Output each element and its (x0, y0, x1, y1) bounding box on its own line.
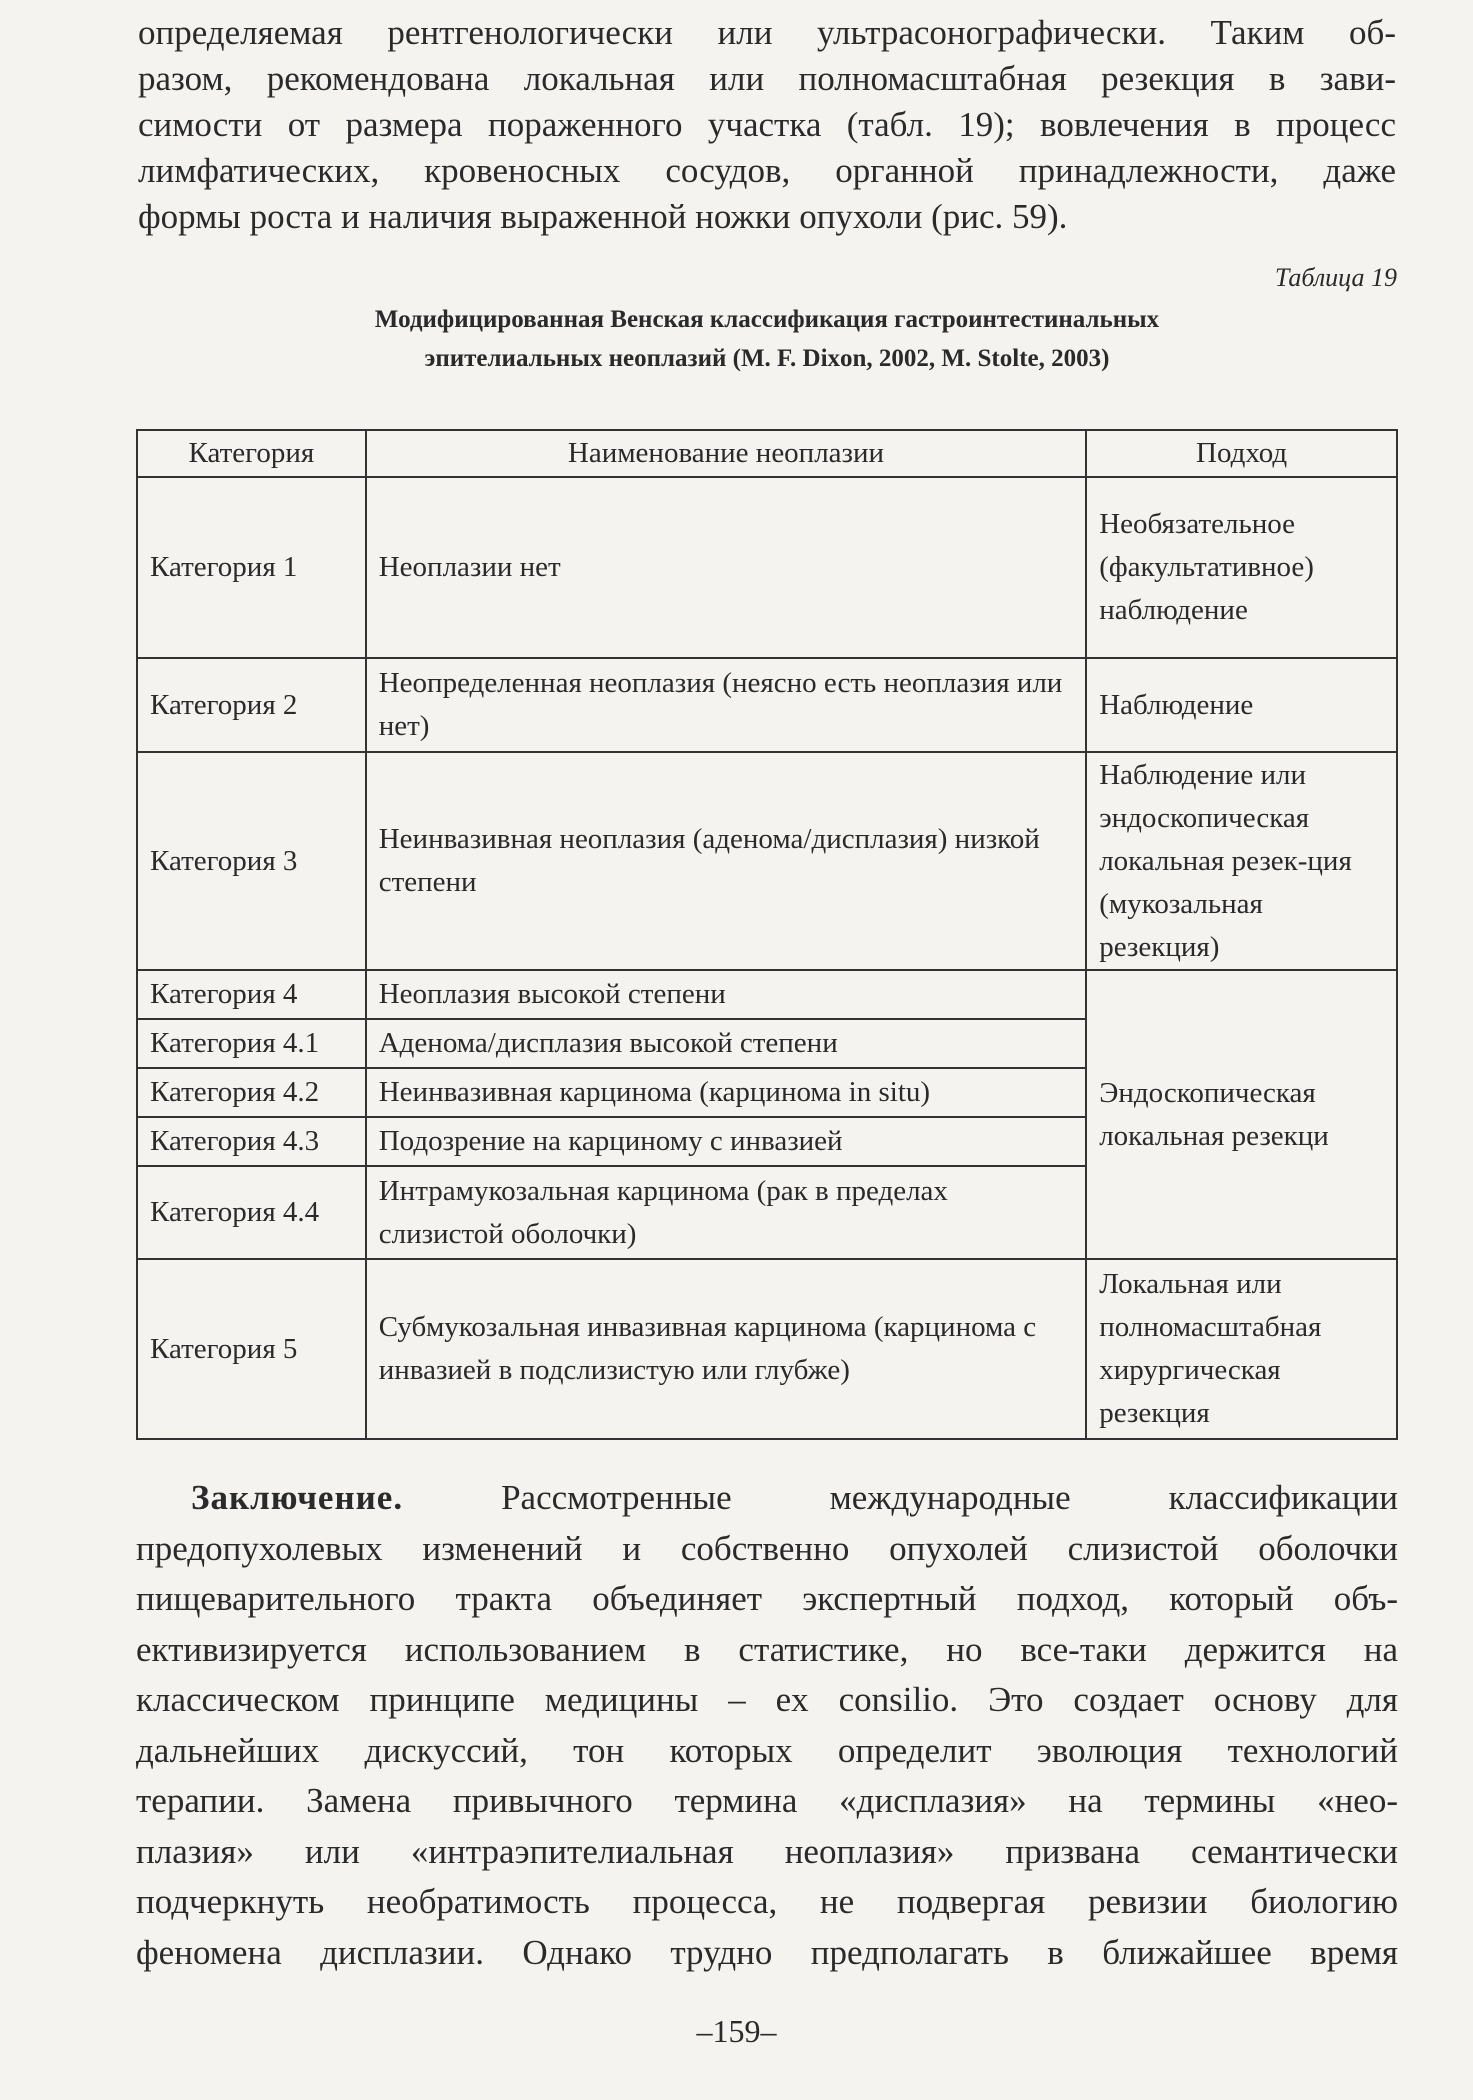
approach-cell: Наблюдение (1086, 658, 1397, 752)
approach-cell: Необязательное (факультативное) наблюдение (1086, 477, 1397, 658)
neoplasia-name-cell: Интрамукозальная карцинома (рак в пределах слизистой оболочки) (366, 1166, 1086, 1259)
category-cell: Категория 5 (137, 1259, 366, 1439)
conclusion-line: плазия» или «интраэпителиальная неоплазия» призвана семантически (136, 1831, 1398, 1871)
table-caption (138, 300, 1396, 378)
conclusion-line: пищеварительного тракта объединяет экспертный подход, который объ- (136, 1579, 1398, 1618)
approach-cell-category-4: Эндоскопическая локальная резекци (1086, 970, 1397, 1259)
intro-line: лимфатических, кровеносных сосудов, органной принадлежности, даже (138, 151, 1396, 190)
conclusion-first-line (136, 1473, 1398, 1524)
intro-line: разом, рекомендована локальная или полномасштабная резекция в зави- (138, 59, 1396, 98)
table-header-row (137, 430, 1397, 477)
conclusion-line: феномена дисплазии. Однако трудно предполагать в ближайшее время (136, 1932, 1398, 1972)
neoplasia-name-cell: Субмукозальная инвазивная карцинома (карцинома с инвазией в подслизистую или глубже) (366, 1259, 1086, 1439)
category-cell: Категория 3 (137, 752, 366, 970)
intro-line: формы роста и наличия выраженной ножки опухоли (рис. 59). (138, 197, 1068, 236)
conclusion-line: ективизируется использованием в статистике, но все-таки держится на (136, 1629, 1398, 1669)
approach-cell: Локальная или полномасштабная хирургическая резекция (1086, 1259, 1397, 1439)
table-row (137, 1259, 1397, 1439)
intro-line: определяемая рентгенологически или ультрасонографически. Таким об- (138, 13, 1396, 52)
neoplasia-name-cell: Неинвазивная неоплазия (аденома/дисплазия) низкой степени (366, 752, 1086, 970)
conclusion-line: классическом принципе медицины – ex consilio. Это создает основу для (136, 1680, 1398, 1719)
conclusion-line: подчеркнуть необратимость процесса, не подвергая ревизии биологию (136, 1882, 1398, 1921)
neoplasia-name-cell: Неоплазии нет (366, 477, 1086, 658)
header-category: Категория (137, 430, 366, 477)
page-number: –159– (696, 2013, 777, 2049)
intro-paragraph (138, 10, 1396, 240)
conclusion-line: предопухолевых изменений и собственно опухолей слизистой оболочки (136, 1528, 1398, 1568)
header-neoplasia-name: Наименование неоплазии (366, 430, 1086, 477)
table-caption-line: Модифицированная Венская классификация гастроинтестинальных (374, 306, 1160, 333)
table-row (137, 477, 1397, 658)
conclusion-lead: Заключение. (191, 1478, 404, 1517)
table-row (137, 970, 1397, 1019)
conclusion-line: терапии. Замена привычного термина «дисплазия» на термины «нео- (136, 1781, 1398, 1820)
table-row (137, 658, 1397, 752)
neoplasia-name-cell: Неоплазия высокой степени (366, 970, 1086, 1019)
conclusion-line: дальнейших дискуссий, тон которых определит эволюция технологий (136, 1730, 1398, 1770)
category-cell: Категория 4 (137, 970, 366, 1019)
vienna-classification-table (136, 429, 1398, 1440)
category-cell: Категория 1 (137, 477, 366, 658)
conclusion-line: Рассмотренные международные классификации (501, 1478, 1398, 1517)
header-approach: Подход (1086, 430, 1397, 477)
neoplasia-name-cell: Подозрение на карциному с инвазией (366, 1117, 1086, 1166)
conclusion-paragraph (136, 1473, 1398, 1978)
category-cell: Категория 4.3 (137, 1117, 366, 1166)
category-cell: Категория 2 (137, 658, 366, 752)
table-caption-line: эпителиальных неоплазий (M. F. Dixon, 2002, M. Stolte, 2003) (424, 345, 1110, 372)
intro-line: симости от размера пораженного участка (табл. 19); вовлечения в процесс (138, 105, 1396, 144)
approach-cell: Наблюдение или эндоскопическая локальная резек-ция (мукозальная резекция) (1086, 752, 1397, 970)
category-cell: Категория 4.2 (137, 1068, 366, 1117)
table-label: Таблица 19 (1274, 263, 1397, 292)
category-cell: Категория 4.1 (137, 1019, 366, 1068)
neoplasia-name-cell: Неинвазивная карцинома (карцинома in situ) (366, 1068, 1086, 1117)
neoplasia-name-cell: Неопределенная неоплазия (неясно есть неоплазия или нет) (366, 658, 1086, 752)
table-row (137, 752, 1397, 970)
category-cell: Категория 4.4 (137, 1166, 366, 1259)
neoplasia-name-cell: Аденома/дисплазия высокой степени (366, 1019, 1086, 1068)
